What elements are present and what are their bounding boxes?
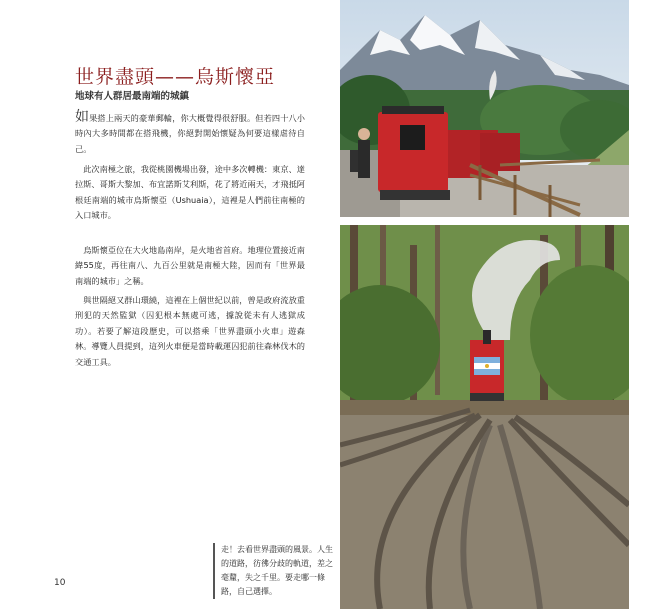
drop-cap: 如 xyxy=(75,109,90,125)
paragraph-2-text: 此次南極之旅，我從桃園機場出發，途中多次轉機：東京、達拉斯、哥斯大黎加、布宜諾斯艾利斯，花了將近兩天，才飛抵阿根廷南端的城市烏斯懷亞（Ushuaia），這裡是人們前往南極的入口城市。 xyxy=(75,164,305,221)
paragraph-3 xyxy=(75,243,305,289)
paragraph-1 xyxy=(75,110,305,157)
paragraph-3-text: 烏斯懷亞位在大火地島南岸，是火地省首府。地理位置接近南緯55度，再往南八、九百公里就是南極大陸，因而有「世界最南端的城市」之稱。 xyxy=(75,245,305,286)
text-column xyxy=(27,0,339,609)
photo-caption: 走！去看世界盡頭的風景。人生的道路，彷彿分歧的軌道，差之毫釐，失之千里。要走哪一條路，自己選擇。 xyxy=(213,543,339,599)
paragraph-4 xyxy=(75,293,305,370)
page-title: 世界盡頭——烏斯懷亞 xyxy=(75,66,276,88)
train-station-illustration xyxy=(340,0,629,217)
photo-train-station xyxy=(340,0,629,217)
paragraph-1-text: 果搭上兩天的豪華郵輪，你大概覺得很舒服。但若四十八小時內大多時間都在搭飛機，你絕對開始懷疑為何要這樣虐待自己。 xyxy=(75,113,305,154)
paragraph-4-text: 與世隔絕又群山環繞，這裡在上個世紀以前，曾是政府流放重刑犯的天然監獄（囚犯根本無處可逃，據說從未有人逃獄成功）。若要了解這段歷史，可以搭乘「世界盡頭小火車」遊森林。導覽人員提到，這列火車便是當時載運囚犯前往森林伐木的交通工具。 xyxy=(75,295,305,367)
photo-steam-train-forest xyxy=(340,225,629,609)
steam-train-illustration xyxy=(340,225,629,609)
paragraph-2 xyxy=(75,162,305,224)
book-page xyxy=(27,0,629,609)
page-number: 10 xyxy=(54,578,66,588)
page-subtitle: 地球有人群居最南端的城鎮 xyxy=(75,91,190,102)
